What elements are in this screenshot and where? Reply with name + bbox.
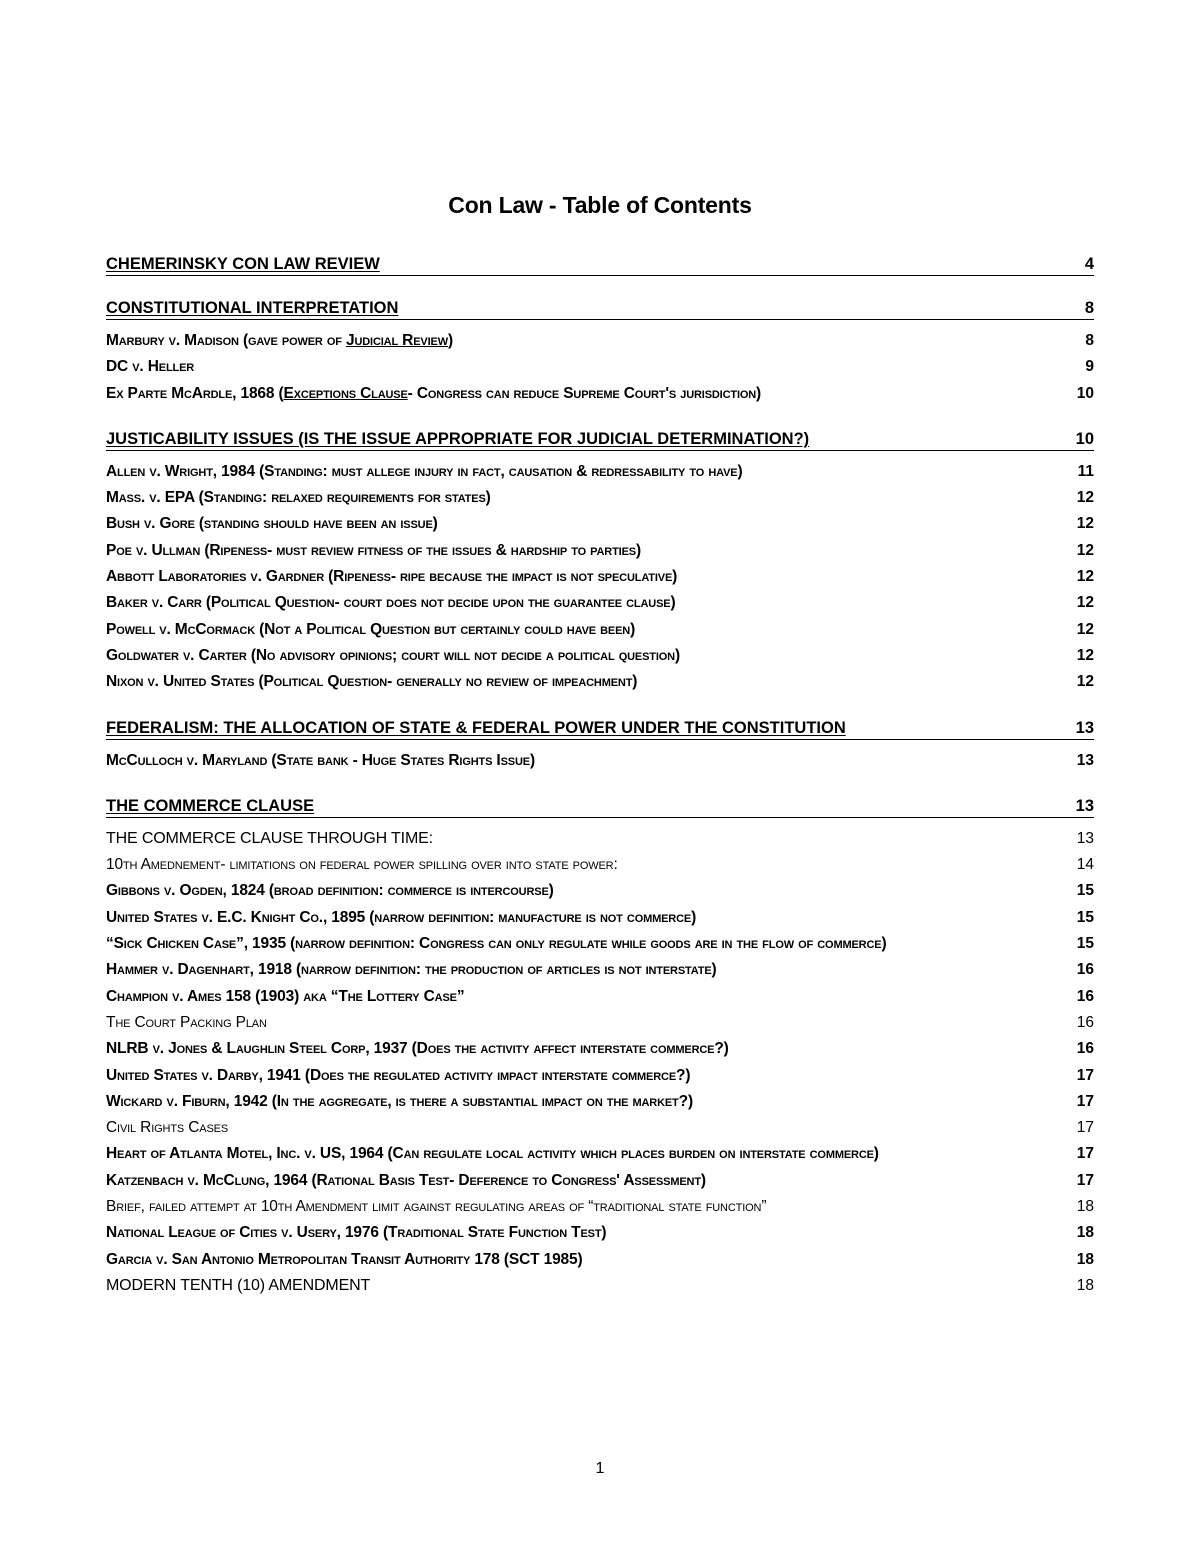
toc-entry[interactable] <box>106 1141 1094 1167</box>
toc-entry-page: 12 <box>1076 568 1094 586</box>
toc-entry-label: Baker v. Carr (Political Question- court does not decide upon the guarantee clause) <box>106 594 676 612</box>
toc-entry[interactable] <box>106 1010 1094 1036</box>
toc-entry-label: National League of Cities v. Usery, 1976 (Traditional State Function Test) <box>106 1224 607 1242</box>
toc-entry-page: 10 <box>1076 384 1094 402</box>
toc-entry-page: 15 <box>1076 882 1094 900</box>
toc-entry[interactable] <box>106 354 1094 380</box>
toc-entry-label: NLRB v. Jones & Laughlin Steel Corp, 1937 (Does the activity affect interstate commerce?) <box>106 1040 729 1058</box>
toc-entry-page: 12 <box>1076 646 1094 664</box>
toc-entry-page: 9 <box>1085 358 1094 376</box>
toc-heading-label: JUSTICABILITY ISSUES (IS THE ISSUE APPROPRIATE FOR JUDICIAL DETERMINATION?) <box>106 429 810 448</box>
toc-entry-label <box>106 328 453 354</box>
toc-entry[interactable] <box>106 1089 1094 1115</box>
toc-entry[interactable] <box>106 1220 1094 1246</box>
toc-entry-page: 18 <box>1076 1224 1094 1242</box>
toc-entry-page: 8 <box>1085 332 1094 349</box>
toc-entry[interactable] <box>106 1115 1094 1141</box>
toc-entry-label: Powell v. McCormack (Not a Political Question but certainly could have been) <box>106 620 636 638</box>
toc-entry[interactable] <box>106 1273 1094 1299</box>
toc-entry-page: 12 <box>1076 594 1094 612</box>
toc-entry-label: McCulloch v. Maryland (State bank - Huge States Rights Issue) <box>106 751 535 769</box>
entries-spacer <box>106 740 1094 748</box>
toc-entry-page: 17 <box>1076 1119 1094 1137</box>
toc-entry-label: United States v. Darby, 1941 (Does the regulated activity impact interstate commerce?) <box>106 1066 691 1084</box>
toc-entry[interactable] <box>106 328 1094 354</box>
toc-section-heading[interactable] <box>106 429 1094 451</box>
toc-entry-label-part: ) <box>447 332 453 349</box>
toc-entry[interactable] <box>106 459 1094 485</box>
toc-entry[interactable] <box>106 1036 1094 1062</box>
toc-entry-label: Heart of Atlanta Motel, Inc. v. US, 1964 (Can regulate local activity which places burden on interstate commerce) <box>106 1145 879 1163</box>
toc-entry-page: 12 <box>1076 541 1094 559</box>
toc-entry-page: 15 <box>1076 935 1094 953</box>
toc-entry[interactable] <box>106 511 1094 537</box>
toc-section-heading[interactable] <box>106 796 1094 818</box>
entries-spacer <box>106 818 1094 826</box>
toc-entry[interactable] <box>106 381 1094 407</box>
toc-entry-page: 16 <box>1076 961 1094 979</box>
toc-entry-label: Allen v. Wright, 1984 (Standing: must allege injury in fact, causation & redressability to have) <box>106 462 743 480</box>
section-spacer <box>106 696 1094 718</box>
toc-section-heading[interactable] <box>106 254 1094 276</box>
toc-entry-page: 12 <box>1076 620 1094 638</box>
toc-entry-label-part: Exceptions Clause <box>283 384 408 402</box>
toc-entry-label: Wickard v. Fiburn, 1942 (In the aggregate, is there a substantial impact on the market?) <box>106 1092 693 1110</box>
toc-entry[interactable] <box>106 669 1094 695</box>
toc-entry-page: 15 <box>1076 908 1094 926</box>
section-spacer <box>106 276 1094 298</box>
toc-entry-page: 17 <box>1076 1145 1094 1163</box>
toc-entry-label: Garcia v. San Antonio Metropolitan Transit Authority 178 (SCT 1985) <box>106 1250 583 1268</box>
toc-entry-page: 18 <box>1076 1250 1094 1268</box>
toc-entry-page: 11 <box>1077 462 1094 480</box>
toc-entry[interactable] <box>106 826 1094 852</box>
entries-spacer <box>106 320 1094 328</box>
toc-heading-page: 4 <box>1084 255 1094 273</box>
document-title: Con Law - Table of Contents <box>448 192 752 218</box>
toc-heading-label: CONSTITUTIONAL INTERPRETATION <box>106 299 399 317</box>
toc-entry-label: DC v. Heller <box>106 358 195 376</box>
toc-entry-page: 16 <box>1076 987 1094 1005</box>
toc-entry-label: Bush v. Gore (standing should have been an issue) <box>106 515 438 533</box>
toc-entry-label: Goldwater v. Carter (No advisory opinions; court will not decide a political question) <box>106 646 680 664</box>
toc-entry[interactable] <box>106 643 1094 669</box>
toc-entry[interactable] <box>106 1194 1094 1220</box>
toc-heading-label: CHEMERINSKY CON LAW REVIEW <box>106 255 380 273</box>
toc-entry-label: Champion v. Ames 158 (1903) aka “The Lottery Case” <box>106 987 465 1005</box>
toc-entry-label <box>106 381 761 407</box>
toc-section-heading[interactable] <box>106 718 1094 740</box>
toc-entry[interactable] <box>106 485 1094 511</box>
toc-entry-page: 12 <box>1076 489 1094 507</box>
toc-entry-label: Brief, failed attempt at 10th Amendment limit against regulating areas of “traditional state function” <box>106 1198 767 1216</box>
toc-entry-label-part: - Congress can reduce Supreme Court's jurisdiction) <box>407 384 762 402</box>
toc-heading-page: 13 <box>1075 796 1094 815</box>
toc-entry-label: Mass. v. EPA (Standing: relaxed requirements for states) <box>106 489 491 507</box>
toc-entry[interactable] <box>106 617 1094 643</box>
toc-entry-page: 16 <box>1076 1040 1094 1058</box>
toc-entry-label-part: Marbury v. Madison (gave power of <box>106 332 346 349</box>
toc-entry[interactable] <box>106 931 1094 957</box>
toc-entry-page: 13 <box>1076 751 1094 769</box>
toc-entry[interactable] <box>106 748 1094 774</box>
toc-entry-page: 13 <box>1076 829 1094 847</box>
table-of-contents <box>106 254 1094 1299</box>
toc-entry[interactable] <box>106 957 1094 983</box>
section-spacer <box>106 774 1094 796</box>
toc-entry-label: Hammer v. Dagenhart, 1918 (narrow definition: the production of articles is not interstate) <box>106 961 717 979</box>
toc-entry-label: Abbott Laboratories v. Gardner (Ripeness- ripe because the impact is not speculative) <box>106 568 678 586</box>
toc-heading-page: 10 <box>1075 429 1094 448</box>
toc-entry-page: 16 <box>1076 1013 1094 1031</box>
toc-entry-page: 18 <box>1076 1276 1094 1294</box>
toc-entry-page: 14 <box>1076 856 1094 874</box>
toc-entry-label: Nixon v. United States (Political Question- generally no review of impeachment) <box>106 673 638 691</box>
toc-entry[interactable] <box>106 564 1094 590</box>
toc-heading-label: FEDERALISM: THE ALLOCATION OF STATE & FEDERAL POWER UNDER THE CONSTITUTION <box>106 718 846 737</box>
toc-entry[interactable] <box>106 538 1094 564</box>
toc-entry[interactable] <box>106 1247 1094 1273</box>
toc-entry-page: 17 <box>1076 1066 1094 1084</box>
toc-entry[interactable] <box>106 590 1094 616</box>
toc-entry-page: 12 <box>1076 515 1094 533</box>
toc-entry[interactable] <box>106 1168 1094 1194</box>
toc-entry-label-part: Judicial Review <box>346 332 448 349</box>
toc-entry-label-part: Ex Parte McArdle, 1868 ( <box>106 384 284 402</box>
toc-entry-page: 12 <box>1076 673 1094 691</box>
toc-entry-page: 17 <box>1076 1171 1094 1189</box>
toc-entry-page: 17 <box>1076 1092 1094 1110</box>
toc-entry-page: 18 <box>1076 1198 1094 1216</box>
toc-entry-label: 10th Amednement- limitations on federal power spilling over into state power: <box>106 856 618 874</box>
toc-entry-label: United States v. E.C. Knight Co., 1895 (narrow definition: manufacture is not commerce) <box>106 908 697 926</box>
entries-spacer <box>106 451 1094 459</box>
page-number: 1 <box>595 1460 605 1477</box>
toc-heading-page: 13 <box>1075 718 1094 737</box>
toc-entry-label: THE COMMERCE CLAUSE THROUGH TIME: <box>106 829 433 847</box>
toc-entry[interactable] <box>106 878 1094 904</box>
toc-heading-page: 8 <box>1084 299 1094 317</box>
toc-entry-label: Civil Rights Cases <box>106 1119 229 1137</box>
toc-entry[interactable] <box>106 852 1094 878</box>
toc-heading-label: THE COMMERCE CLAUSE <box>106 796 315 815</box>
toc-entry-label: Katzenbach v. McClung, 1964 (Rational Basis Test- Deference to Congress' Assessment) <box>106 1171 706 1189</box>
toc-section-heading[interactable] <box>106 298 1094 320</box>
toc-entry[interactable] <box>106 984 1094 1010</box>
toc-entry-label: The Court Packing Plan <box>106 1013 267 1031</box>
toc-entry-label: Gibbons v. Ogden, 1824 (broad definition: commerce is intercourse) <box>106 882 554 900</box>
toc-entry-label: “Sick Chicken Case”, 1935 (narrow definition: Congress can only regulate while goods are in the flow of commerce) <box>106 935 887 953</box>
toc-entry[interactable] <box>106 1063 1094 1089</box>
toc-entry-label: MODERN TENTH (10) AMENDMENT <box>106 1276 371 1294</box>
toc-entry[interactable] <box>106 905 1094 931</box>
section-spacer <box>106 407 1094 429</box>
toc-entry-label: Poe v. Ullman (Ripeness- must review fitness of the issues & hardship to parties) <box>106 541 641 559</box>
